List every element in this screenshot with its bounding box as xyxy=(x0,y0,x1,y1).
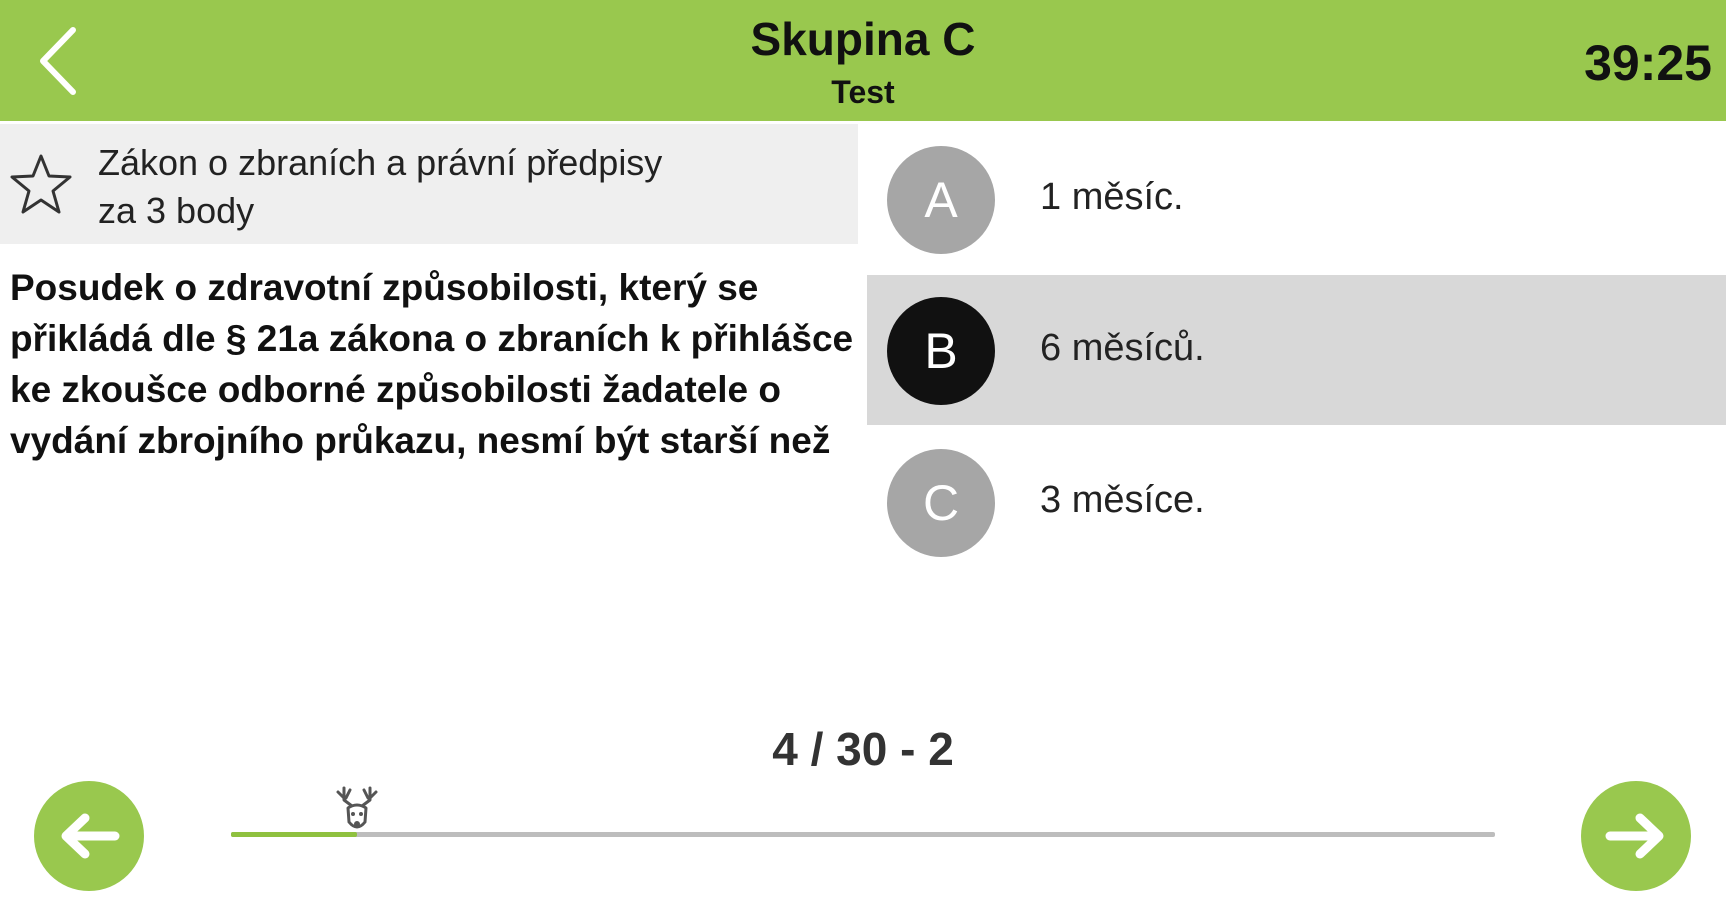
page-title: Skupina C xyxy=(750,13,976,65)
countdown-timer: 39:25 xyxy=(1584,35,1712,91)
answer-text: 6 měsíců. xyxy=(1040,327,1205,369)
question-counter: 4 / 30 - 2 xyxy=(772,723,954,775)
answer-option-c[interactable] xyxy=(867,427,1726,577)
answer-letter-badge: A xyxy=(887,146,995,254)
answer-option-a[interactable] xyxy=(867,124,1726,274)
test-progress-bar xyxy=(231,832,1495,837)
top-bar xyxy=(0,0,1726,121)
category-name: Zákon o zbraních a právní předpisy xyxy=(98,142,663,183)
question-category-bar xyxy=(0,124,858,244)
answer-letter-badge: C xyxy=(887,449,995,557)
arrow-left-icon xyxy=(57,811,121,861)
answer-option-b[interactable] xyxy=(867,275,1726,425)
arrow-right-icon xyxy=(1604,811,1668,861)
category-points: za 3 body xyxy=(98,190,255,231)
next-question-button[interactable] xyxy=(1581,781,1691,891)
question-text: Posudek o zdravotní způsobilosti, který se přikládá dle § 21a zákona o zbraních k přihlášce ke zkoušce odborné způsobilosti žadatele o vydání zbrojního průkazu, nesmí být starší než xyxy=(10,267,854,461)
previous-question-button[interactable] xyxy=(34,781,144,891)
deer-icon xyxy=(332,784,382,838)
answer-letter-badge: B xyxy=(887,297,995,405)
star-outline-icon[interactable] xyxy=(8,152,74,218)
page-subtitle: Test xyxy=(831,74,895,110)
answer-text: 1 měsíc. xyxy=(1040,176,1184,218)
answer-text: 3 měsíce. xyxy=(1040,479,1205,521)
